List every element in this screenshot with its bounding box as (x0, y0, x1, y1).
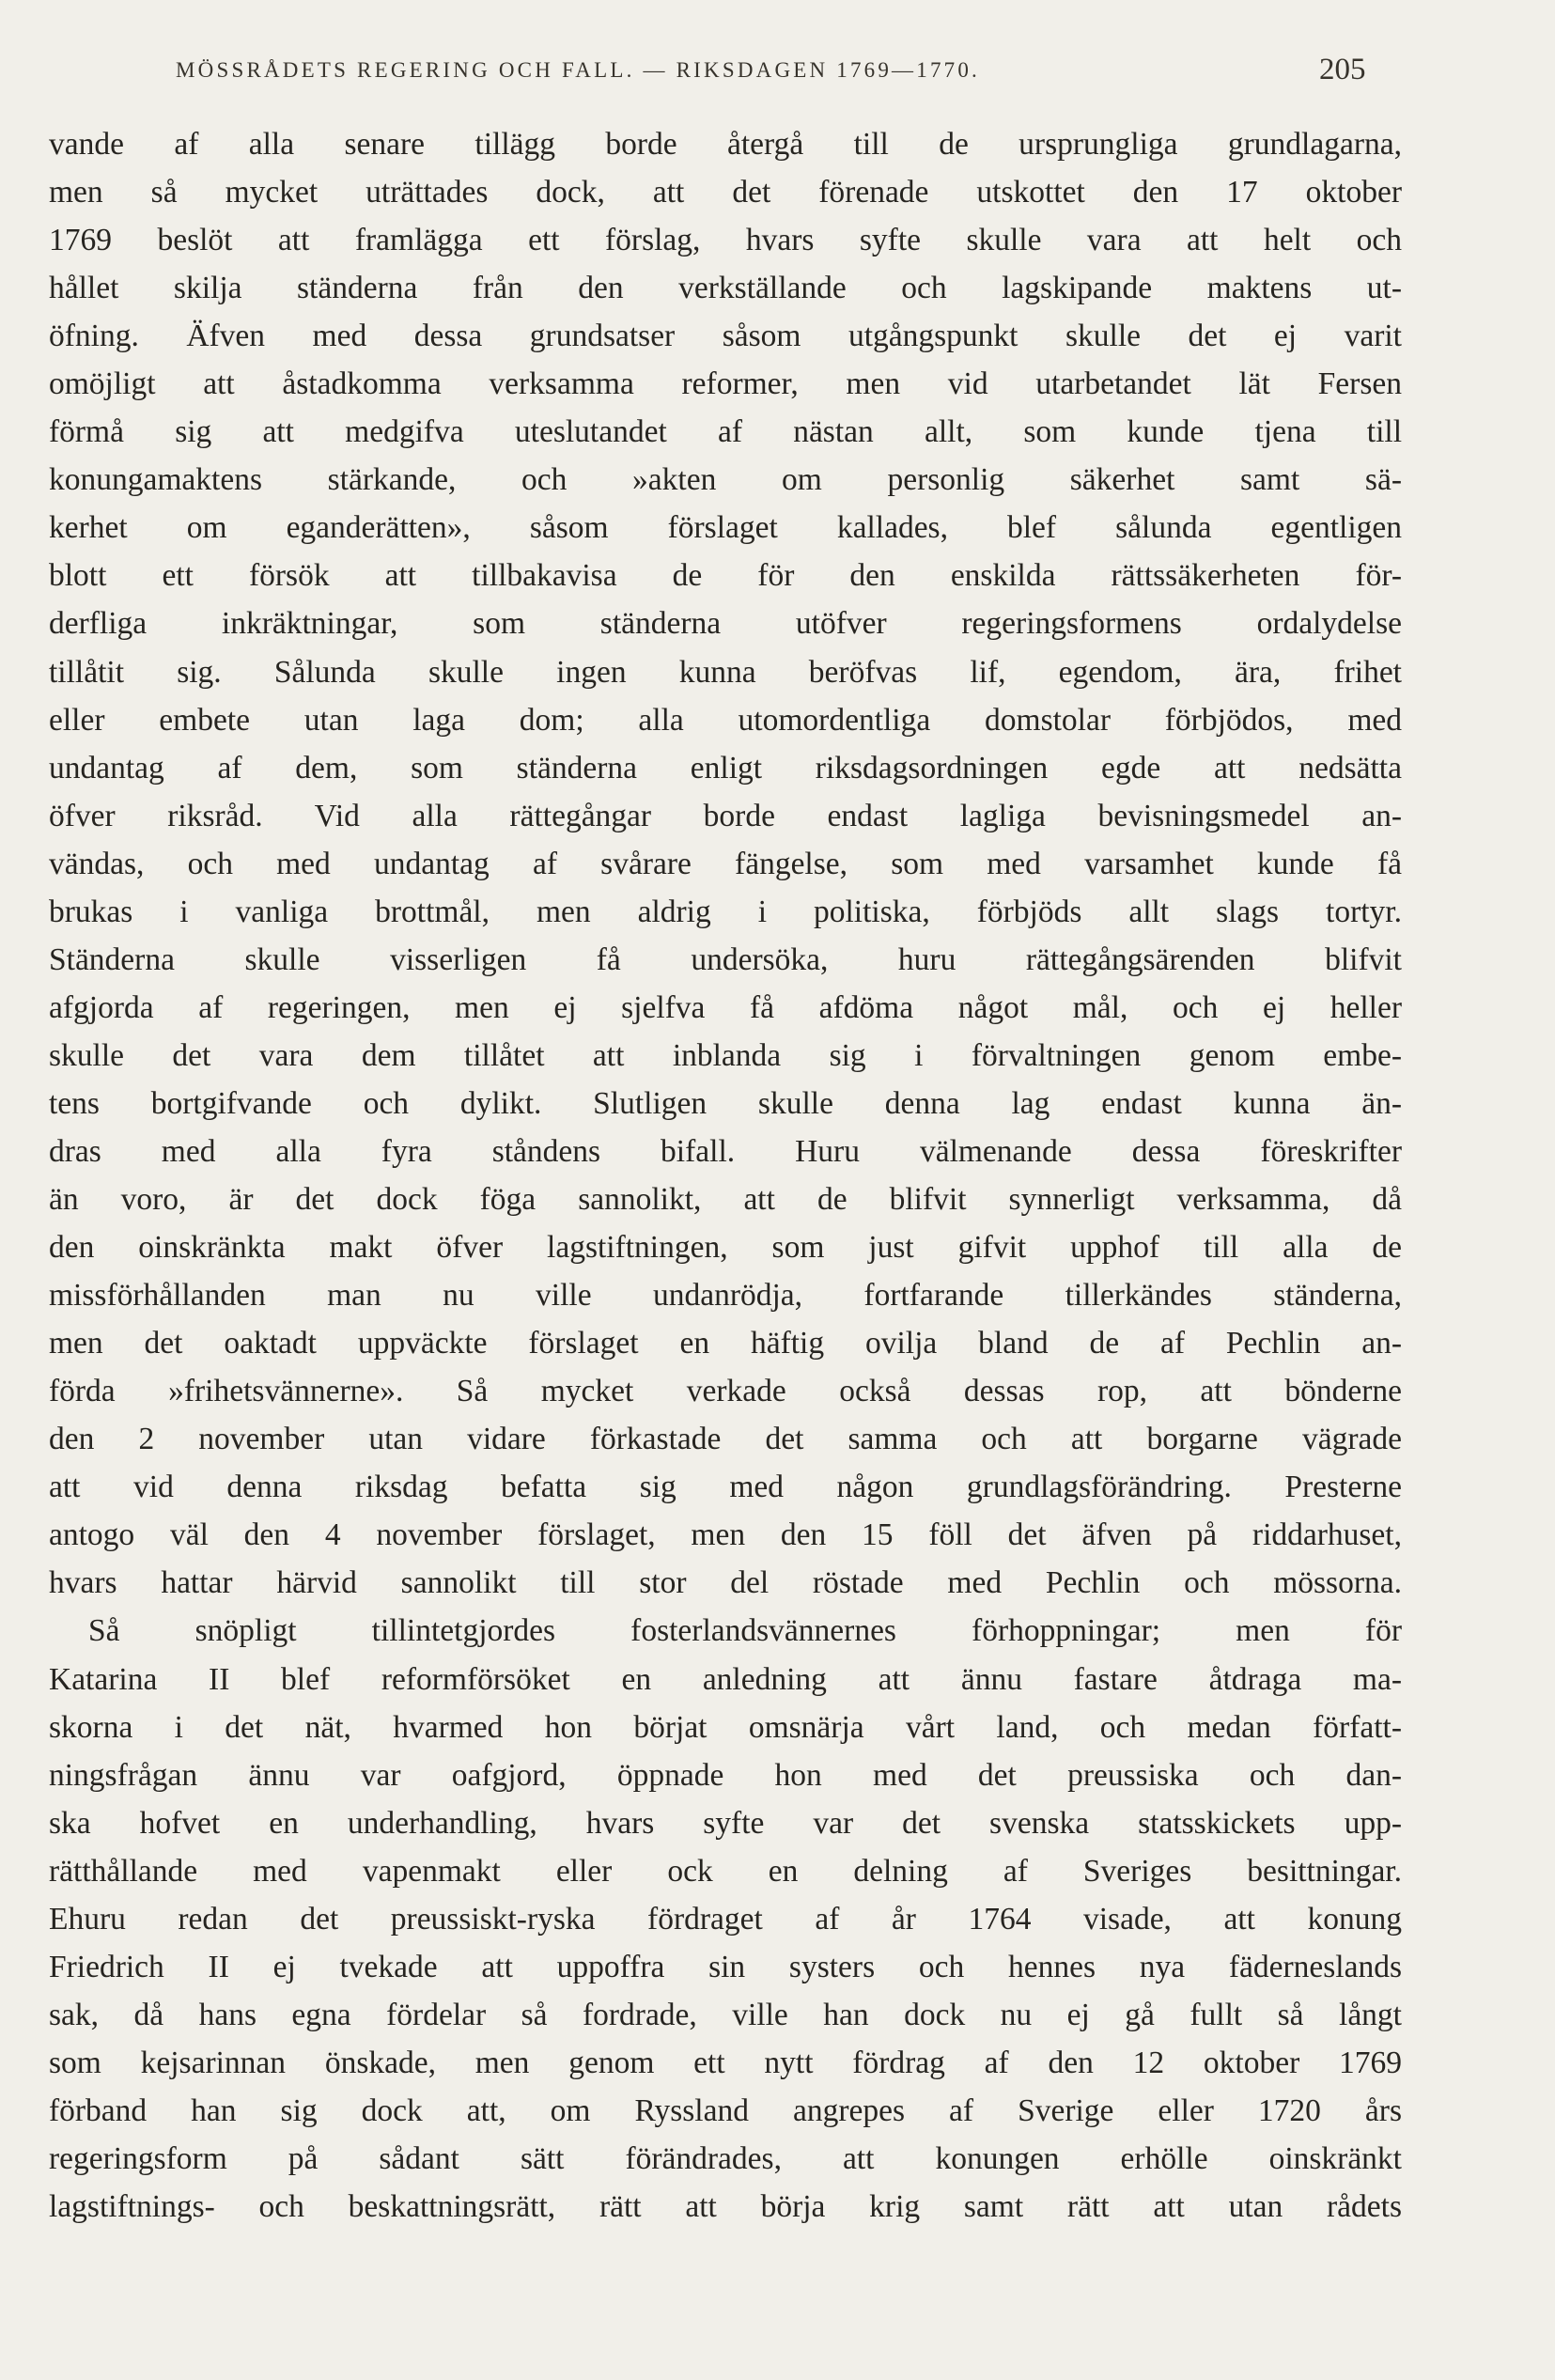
text-line: öfver riksråd. Vid alla rättegångar borde endast lagliga bevisningsmedel an- (49, 798, 1402, 833)
text-line: Friedrich II ej tvekade att uppoffra sin systers och hennes nya fäderneslands (49, 1949, 1402, 1984)
text-line: brukas i vanliga brottmål, men aldrig i politiska, förbjöds allt slags tortyr. (49, 894, 1402, 929)
text-line: Katarina II blef reformförsöket en anledning att ännu fastare åtdraga ma- (49, 1661, 1402, 1697)
text-line: hållet skilja ständerna från den verkställande och lagskipande maktens ut- (49, 271, 1402, 306)
text-line: 1769 beslöt att framlägga ett förslag, hvars syfte skulle vara att helt och (49, 223, 1402, 258)
text-line: ningsfrågan ännu var oafgjord, öppnade hon med det preussiska och dan- (49, 1757, 1402, 1793)
text-line: derfliga inkräktningar, som ständerna utöfver regeringsformens ordalydelse (49, 606, 1402, 642)
text-line: rätthållande med vapenmakt eller ock en delning af Sveriges besittningar. (49, 1853, 1402, 1889)
text-line: skorna i det nät, hvarmed hon börjat omsnärja vårt land, och medan författ- (49, 1709, 1402, 1745)
page-number: 205 (1319, 53, 1366, 86)
text-line: öfning. Äfven med dessa grundsatser såsom utgångspunkt skulle det ej varit (49, 319, 1402, 354)
text-line: antogo väl den 4 november förslaget, men den 15 föll det äfven på riddarhuset, (49, 1517, 1402, 1553)
body-text (49, 120, 1402, 2231)
text-line: men det oaktadt uppväckte förslaget en häftig ovilja bland de af Pechlin an- (49, 1326, 1402, 1361)
text-line: blott ett försök att tillbakavisa de för den enskilda rättssäkerheten för- (49, 558, 1402, 594)
text-line: ska hofvet en underhandling, hvars syfte var det svenska statsskickets upp- (49, 1805, 1402, 1841)
text-line: dras med alla fyra ståndens bifall. Huru välmenande dessa föreskrifter (49, 1133, 1402, 1169)
running-head (49, 54, 1402, 120)
text-line: konungamaktens stärkande, och »akten om personlig säkerhet samt sä- (49, 462, 1402, 498)
paragraph-start-line: Så snöpligt tillintetgjordes fosterlandsvännernes förhoppningar; men för (88, 1613, 1402, 1649)
text-line: den oinskränkta makt öfver lagstiftningen, som just gifvit upphof till alla de (49, 1230, 1402, 1266)
text-line: omöjligt att åstadkomma verksamma reformer, men vid utarbetandet lät Fersen (49, 366, 1402, 402)
text-line: skulle det vara dem tillåtet att inblanda sig i förvaltningen genom embe- (49, 1037, 1402, 1073)
text-line: vändas, och med undantag af svårare fängelse, som med varsamhet kunde få (49, 846, 1402, 881)
text-line: att vid denna riksdag befatta sig med någon grundlagsförändring. Presterne (49, 1470, 1402, 1505)
text-line: eller embete utan laga dom; alla utomordentliga domstolar förbjödos, med (49, 702, 1402, 738)
text-line: sak, då hans egna fördelar så fordrade, ville han dock nu ej gå fullt så långt (49, 1997, 1402, 2032)
running-head-title: MÖSSRÅDETS REGERING OCH FALL. — RIKSDAGEN 1769—1770. (176, 58, 981, 82)
book-page (49, 54, 1402, 2231)
text-line: kerhet om eganderätten», såsom förslaget kallades, blef sålunda egentligen (49, 510, 1402, 546)
text-line: lagstiftnings- och beskattningsrätt, rätt att börja krig samt rätt att utan rådets (49, 2189, 1402, 2225)
text-line: Ehuru redan det preussiskt-ryska fördraget af år 1764 visade, att konung (49, 1901, 1402, 1937)
text-line: vande af alla senare tillägg borde återgå till de ursprungliga grundlagarna, (49, 127, 1402, 162)
text-line: afgjorda af regeringen, men ej sjelfva få afdöma något mål, och ej heller (49, 989, 1402, 1025)
text-line: men så mycket uträttades dock, att det förenade utskottet den 17 oktober (49, 175, 1402, 210)
text-line: Ständerna skulle visserligen få undersöka, huru rättegångsärenden blifvit (49, 941, 1402, 977)
text-line: hvars hattar härvid sannolikt till stor del röstade med Pechlin och mössorna. (49, 1565, 1402, 1601)
text-line: undantag af dem, som ständerna enligt riksdagsordningen egde att nedsätta (49, 750, 1402, 786)
text-line: förmå sig att medgifva uteslutandet af nästan allt, som kunde tjena till (49, 414, 1402, 450)
text-line: tens bortgifvande och dylikt. Slutligen skulle denna lag endast kunna än- (49, 1085, 1402, 1121)
text-line: tillåtit sig. Sålunda skulle ingen kunna beröfvas lif, egendom, ära, frihet (49, 654, 1402, 690)
text-line: som kejsarinnan önskade, men genom ett nytt fördrag af den 12 oktober 1769 (49, 2045, 1402, 2080)
text-line: förband han sig dock att, om Ryssland angrepes af Sverige eller 1720 års (49, 2092, 1402, 2128)
text-line: än voro, är det dock föga sannolikt, att de blifvit synnerligt verksamma, då (49, 1182, 1402, 1218)
text-line: den 2 november utan vidare förkastade det samma och att borgarne vägrade (49, 1422, 1402, 1457)
text-line: missförhållanden man nu ville undanrödja, fortfarande tillerkändes ständerna, (49, 1278, 1402, 1314)
text-line: regeringsform på sådant sätt förändrades, att konungen erhölle oinskränkt (49, 2140, 1402, 2176)
text-line: förda »frihetsvännerne». Så mycket verkade också dessas rop, att bönderne (49, 1374, 1402, 1409)
